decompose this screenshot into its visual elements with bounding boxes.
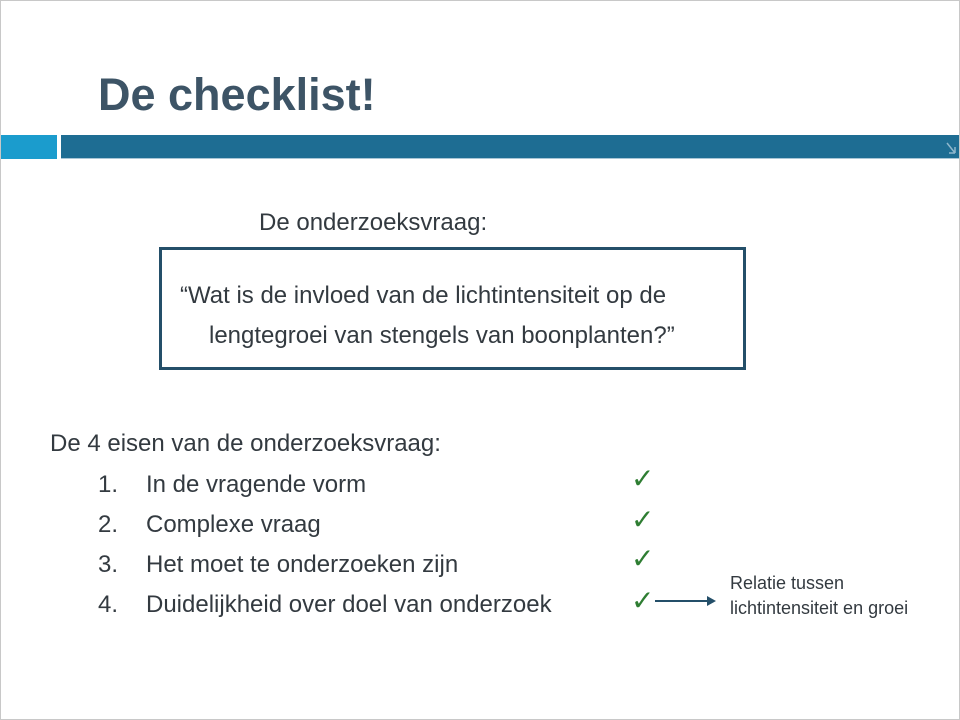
requirement-item-2 bbox=[98, 511, 321, 539]
note-line-2: lichtintensiteit en groei bbox=[730, 598, 909, 618]
relation-note bbox=[730, 571, 908, 621]
requirement-item-3 bbox=[98, 551, 458, 579]
arrow-right-icon bbox=[655, 593, 717, 609]
check-icon: ✓ bbox=[631, 463, 655, 494]
check-icon: ✓ bbox=[631, 504, 655, 535]
question-box bbox=[159, 247, 746, 370]
header-bar-accent bbox=[1, 135, 57, 159]
requirement-number: 2. bbox=[98, 511, 119, 538]
bar-corner-icon bbox=[945, 141, 957, 155]
slide-title: De checklist! bbox=[98, 69, 376, 120]
check-icon: ✓ bbox=[631, 585, 655, 616]
check-icon: ✓ bbox=[631, 543, 655, 574]
note-line-1: Relatie tussen bbox=[730, 573, 845, 593]
requirement-text: Het moet te onderzoeken zijn bbox=[146, 551, 459, 578]
question-line-2: lengtegroei van stengels van boonplanten?” bbox=[209, 322, 675, 349]
requirement-text: Duidelijkheid over doel van onderzoek bbox=[146, 591, 552, 618]
requirement-item-1 bbox=[98, 471, 366, 499]
question-line-1: “Wat is de invloed van de lichtintensiteit op de bbox=[180, 282, 667, 309]
requirement-text: In de vragende vorm bbox=[146, 471, 367, 498]
question-label: De onderzoeksvraag: bbox=[259, 209, 488, 236]
requirement-text: Complexe vraag bbox=[146, 511, 321, 538]
requirement-number: 3. bbox=[98, 551, 119, 578]
requirements-heading: De 4 eisen van de onderzoeksvraag: bbox=[50, 430, 441, 457]
requirement-number: 1. bbox=[98, 471, 119, 498]
header-bar bbox=[61, 135, 959, 159]
requirement-number: 4. bbox=[98, 591, 119, 618]
requirement-item-4 bbox=[98, 591, 552, 619]
